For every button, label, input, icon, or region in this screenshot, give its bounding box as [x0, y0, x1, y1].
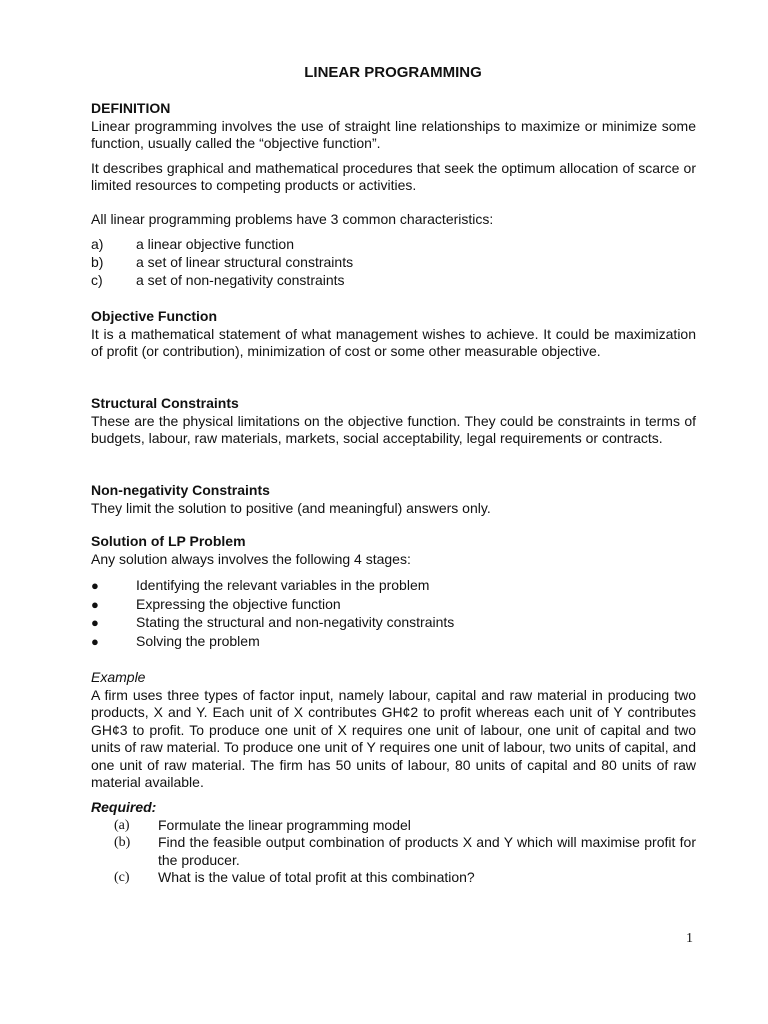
list-item-text: a set of non-negativity constraints [136, 272, 345, 288]
list-item-text: Expressing the objective function [136, 595, 341, 612]
question-label: (a) [114, 817, 130, 833]
bullet-icon: ● [91, 596, 99, 612]
list-item-text: a set of linear structural constraints [136, 254, 354, 270]
list-item-text: a linear objective function [136, 236, 294, 252]
definition-paragraph-3: All linear programming problems have 3 common characteristics: [91, 210, 494, 227]
question-label: (b) [114, 835, 131, 850]
bullet-icon: ● [91, 615, 99, 631]
list-item-text: Solving the problem [136, 633, 260, 650]
structural-text: These are the physical limitations on the objective function. They could be constraints in terms of budgets, labour, raw materials, markets, social acceptability, legal requirements or contracts. [91, 412, 696, 446]
solution-section [91, 533, 696, 652]
page-title: LINEAR PROGRAMMING [304, 64, 482, 81]
example-text: A firm uses three types of factor input, namely labour, capital and raw material in producing two products, X and Y. Each unit of X contributes GH¢2 to profit whereas each unit of Y contributes GH¢3 to profit. To produce one unit of X requires one unit of labour, one unit of capital and two units of raw material. To produce one unit of Y requires one unit of labour, two units of capital, and one unit of raw material. The firm has 50 units of labour, 80 units of capital and 80 units of raw material available. [91, 686, 696, 790]
definition-paragraph-2: It describes graphical and mathematical procedures that seek the optimum allocation of scarce or limited resources to competing products or activities. [91, 159, 696, 193]
definition-section [91, 100, 696, 290]
question-item [91, 817, 696, 835]
stages-list [91, 577, 696, 652]
definition-paragraph-1: Linear programming involves the use of straight line relationships to maximize or minimize some function, usually called the “objective function”. [91, 117, 696, 151]
objective-heading: Objective Function [91, 308, 218, 324]
list-item [91, 614, 696, 633]
question-text: Formulate the linear programming model [158, 816, 411, 833]
question-label: (c) [114, 870, 130, 885]
example-label: Example [91, 669, 146, 685]
characteristics-list [91, 236, 696, 290]
list-item-text: Identifying the relevant variables in the problem [136, 577, 430, 593]
list-item-label: a) [91, 236, 104, 252]
list-item [91, 596, 696, 615]
bullet-icon: ● [91, 578, 99, 593]
required-section [91, 799, 696, 887]
example-section [91, 669, 696, 792]
page-number: 1 [686, 931, 693, 946]
bullet-icon: ● [91, 634, 99, 650]
list-item [91, 254, 696, 272]
required-heading: Required: [91, 799, 157, 815]
list-item-label: c) [91, 272, 103, 288]
structural-heading: Structural Constraints [91, 395, 239, 411]
solution-intro: Any solution always involves the following 4 stages: [91, 550, 411, 567]
list-item-text: Stating the structural and non-negativity constraints [136, 614, 455, 631]
list-item [91, 236, 696, 254]
list-item-label: b) [91, 254, 104, 270]
definition-heading: DEFINITION [91, 100, 171, 116]
nonneg-text: They limit the solution to positive (and meaningful) answers only. [91, 499, 491, 516]
list-item [91, 633, 696, 652]
structural-section [91, 395, 696, 448]
nonneg-heading: Non-negativity Constraints [91, 482, 270, 498]
question-item [91, 869, 696, 887]
question-text: Find the feasible output combination of products X and Y which will maximise profit for the producer. [158, 834, 696, 868]
nonneg-section [91, 482, 696, 517]
objective-text: It is a mathematical statement of what management wishes to achieve. It could be maximization of profit (or contribution), minimization of cost or some other measurable objective. [91, 325, 696, 359]
question-text: What is the value of total profit at this combination? [158, 869, 475, 885]
list-item [91, 272, 696, 290]
solution-heading: Solution of LP Problem [91, 533, 246, 549]
question-item [91, 834, 696, 869]
list-item [91, 577, 696, 596]
objective-section [91, 308, 696, 361]
